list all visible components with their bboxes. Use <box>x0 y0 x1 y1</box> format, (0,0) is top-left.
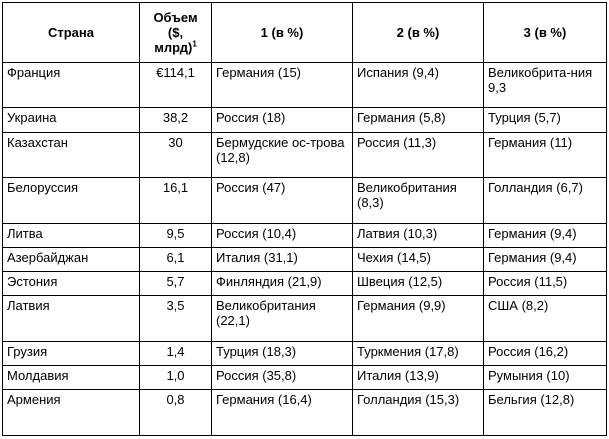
table-row <box>3 366 607 390</box>
cell-partner-3: США (8,2) <box>484 296 607 341</box>
cell-volume: 38,2 <box>140 108 212 132</box>
cell-partner-3: Турция (5,7) <box>484 108 607 132</box>
cell-partner-2: Швеция (12,5) <box>353 272 484 296</box>
header-col1: 1 (в %) <box>212 3 353 63</box>
cell-country: Латвия <box>3 296 140 341</box>
cell-partner-1: Россия (35,8) <box>212 366 353 390</box>
header-volume-line1: Объем <box>153 10 198 25</box>
cell-volume: 1,4 <box>140 341 212 365</box>
table-row <box>3 132 607 177</box>
cell-volume: 0,8 <box>140 390 212 436</box>
table-row <box>3 272 607 296</box>
cell-partner-3: Румыния (10) <box>484 366 607 390</box>
cell-partner-1: Германия (16,4) <box>212 390 353 436</box>
table-row <box>3 390 607 436</box>
cell-partner-2: Германия (9,9) <box>353 296 484 341</box>
cell-partner-3: Германия (9,4) <box>484 223 607 247</box>
header-col3: 3 (в %) <box>484 3 607 63</box>
cell-partner-3: Бельгия (12,8) <box>484 390 607 436</box>
cell-country: Казахстан <box>3 132 140 177</box>
cell-partner-1: Германия (15) <box>212 63 353 108</box>
cell-partner-3: Голландия (6,7) <box>484 178 607 223</box>
cell-volume: 16,1 <box>140 178 212 223</box>
cell-partner-1: Россия (18) <box>212 108 353 132</box>
cell-country: Франция <box>3 63 140 108</box>
investment-table <box>2 2 607 436</box>
cell-partner-2: Италия (13,9) <box>353 366 484 390</box>
cell-partner-2: Испания (9,4) <box>353 63 484 108</box>
cell-country: Украина <box>3 108 140 132</box>
cell-partner-2: Россия (11,3) <box>353 132 484 177</box>
cell-country: Белоруссия <box>3 178 140 223</box>
cell-volume: 6,1 <box>140 247 212 271</box>
cell-country: Молдавия <box>3 366 140 390</box>
cell-partner-2: Великобритания (8,3) <box>353 178 484 223</box>
cell-partner-3: Германия (9,4) <box>484 247 607 271</box>
header-row <box>3 3 607 63</box>
table-row <box>3 223 607 247</box>
cell-partner-1: Италия (31,1) <box>212 247 353 271</box>
cell-volume: 30 <box>140 132 212 177</box>
header-volume-line2: ($, <box>167 25 184 40</box>
cell-country: Грузия <box>3 341 140 365</box>
cell-volume: 1,0 <box>140 366 212 390</box>
table-row <box>3 108 607 132</box>
table-row <box>3 296 607 341</box>
cell-partner-1: Финляндия (21,9) <box>212 272 353 296</box>
footnote-mark: 1 <box>192 39 197 49</box>
cell-volume: 3,5 <box>140 296 212 341</box>
cell-country: Эстония <box>3 272 140 296</box>
header-volume <box>140 3 212 63</box>
cell-volume: 5,7 <box>140 272 212 296</box>
cell-country: Азербайджан <box>3 247 140 271</box>
cell-country: Литва <box>3 223 140 247</box>
cell-partner-3: Россия (16,2) <box>484 341 607 365</box>
cell-country: Армения <box>3 390 140 436</box>
cell-partner-1: Турция (18,3) <box>212 341 353 365</box>
cell-volume: 9,5 <box>140 223 212 247</box>
cell-volume: €114,1 <box>140 63 212 108</box>
cell-partner-2: Чехия (14,5) <box>353 247 484 271</box>
cell-partner-2: Латвия (10,3) <box>353 223 484 247</box>
table-row <box>3 63 607 108</box>
header-volume-line3: млрд) <box>154 40 193 55</box>
cell-partner-3: Россия (11,5) <box>484 272 607 296</box>
cell-partner-1: Бермудские ос-трова (12,8) <box>212 132 353 177</box>
header-country: Страна <box>3 3 140 63</box>
cell-partner-2: Туркмения (17,8) <box>353 341 484 365</box>
cell-partner-3: Германия (11) <box>484 132 607 177</box>
cell-partner-1: Великобритания (22,1) <box>212 296 353 341</box>
cell-partner-1: Россия (47) <box>212 178 353 223</box>
cell-partner-3: Великобрита-ния 9,3 <box>484 63 607 108</box>
table-row <box>3 341 607 365</box>
cell-partner-2: Голландия (15,3) <box>353 390 484 436</box>
table-row <box>3 178 607 223</box>
header-col2: 2 (в %) <box>353 3 484 63</box>
cell-partner-2: Германия (5,8) <box>353 108 484 132</box>
cell-partner-1: Россия (10,4) <box>212 223 353 247</box>
table-row <box>3 247 607 271</box>
